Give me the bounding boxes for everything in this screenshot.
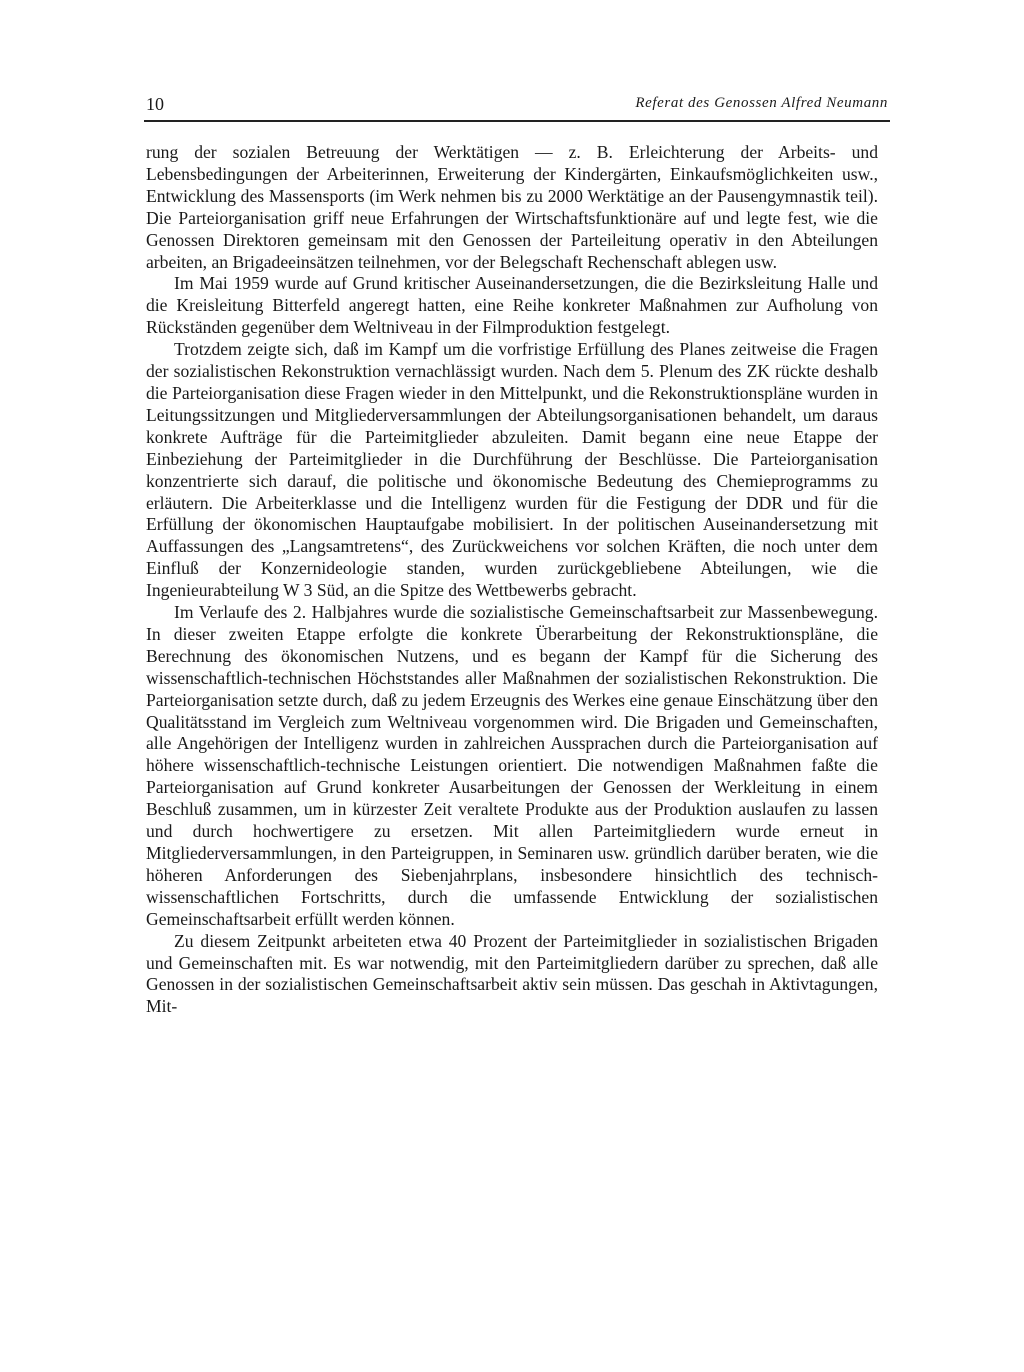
paragraph-3: Trotzdem zeigte sich, daß im Kampf um die vorfristige Erfüllung des Planes zeitweise die Fragen der sozialistischen Rekonstruktion vernachlässigt wurden. Nach dem 5. Plenum des ZK rückte deshalb die Parteiorganisation diese Fragen wieder in den Mittelpunkt, und die Rekonstruktionspläne wurden in Leitungssitzungen und Mitgliederversammlungen der Abteilungsorganisationen behandelt, um daraus konkrete Aufträge für die Parteimitglieder abzuleiten. Damit begann eine neue Etappe der Einbeziehung der Parteimitglieder in die Durchführung der Beschlüsse. Die Parteiorganisation konzentrierte sich darauf, die politische und ökonomische Bedeutung des Chemieprogramms zu erläutern. Die Arbeiterklasse und die Intelligenz wurden für die Festigung der DDR und für die Erfüllung der ökonomischen Hauptaufgabe mobilisiert. In der politischen Auseinandersetzung mit Auffassungen des „Langsamtretens“, des Zurückweichens vor solchen Kräften, die noch unter dem Einfluß der Konzernideologie standen, wurden zurückgebliebene Abteilungen, wie die Ingenieurabteilung W 3 Süd, an die Spitze des Wettbewerbs gebracht. [146,339,878,601]
body-text [146,142,878,1018]
running-head: Referat des Genossen Alfred Neumann [635,95,888,111]
paragraph-5: Zu diesem Zeitpunkt arbeiteten etwa 40 Prozent der Parteimitglieder in sozialistischen Brigaden und Gemeinschaften mit. Es war notwendig, mit den Parteimitgliedern darüber zu sprechen, daß alle Genossen in der sozialistischen Gemeinschaftsarbeit aktiv sein müssen. Das geschah in Aktivtagungen, Mit- [146,930,878,1017]
paragraph-4: Im Verlaufe des 2. Halbjahres wurde die sozialistische Gemeinschaftsarbeit zur Massenbewegung. In dieser zweiten Etappe erfolgte die konkrete Überarbeitung der Rekonstruktionspläne, die Berechnung des ökonomischen Nutzens, und es begann der Kampf für die Sicherung des wissenschaftlich-technischen Höchststandes aller Maßnahmen der sozialistischen Rekonstruktion. Die Parteiorganisation setzte durch, daß zu jedem Erzeugnis des Werkes eine genaue Einschätzung über den Qualitätsstand im Vergleich zum Weltniveau vorgenommen wird. Die Brigaden und Gemeinschaften, alle Angehörigen der Intelligenz wurden in zahlreichen Aussprachen durch die Parteiorganisation auf höhere wissenschaftlich-technische Leistungen orientiert. Die notwendigen Maßnahmen faßte die Parteiorganisation auf Grund konkreter Ausarbeitungen der Genossen der Werkleitung in einem Beschluß zusammen, um in kürzester Zeit veraltete Produkte aus der Produktion auslaufen zu lassen und durch hochwertigere zu ersetzen. Mit allen Parteimitgliedern wurde erneut in Mitgliederversammlungen, in den Parteigruppen, in Seminaren usw. gründlich darüber beraten, wie die höheren Anforderungen des Siebenjahrplans, insbesondere hinsichtlich des technisch-wissenschaftlichen Fortschritts, durch die umfassende Entwicklung der sozialistischen Gemeinschaftsarbeit erfüllt werden können. [146,602,878,929]
paragraph-2: Im Mai 1959 wurde auf Grund kritischer Auseinandersetzungen, die die Bezirksleitung Halle und die Kreisleitung Bitterfeld angeregt hatten, eine Reihe konkreter Maßnahmen zur Aufholung von Rückständen gegenüber dem Weltniveau in der Filmproduktion festgelegt. [146,273,878,338]
page-header [144,92,890,122]
page-number: 10 [146,94,164,114]
paragraph-1: rung der sozialen Betreuung der Werktätigen — z. B. Erleichterung der Arbeits- und Lebensbedingungen der Arbeiterinnen, Erweiterung der Kindergärten, Einkaufsmöglichkeiten usw., Entwicklung des Massensports (im Werk nehmen bis zu 2000 Werktätige an der Pausengymnastik teil). Die Parteiorganisation griff neue Erfahrungen der Wirtschaftsfunktionäre auf und legte fest, wie die Genossen Direktoren gemeinsam mit den Genossen der Parteileitung operativ in den Abteilungen arbeiten, an Brigadeeinsätzen teilnehmen, vor der Belegschaft Rechenschaft ablegen usw. [146,142,878,272]
